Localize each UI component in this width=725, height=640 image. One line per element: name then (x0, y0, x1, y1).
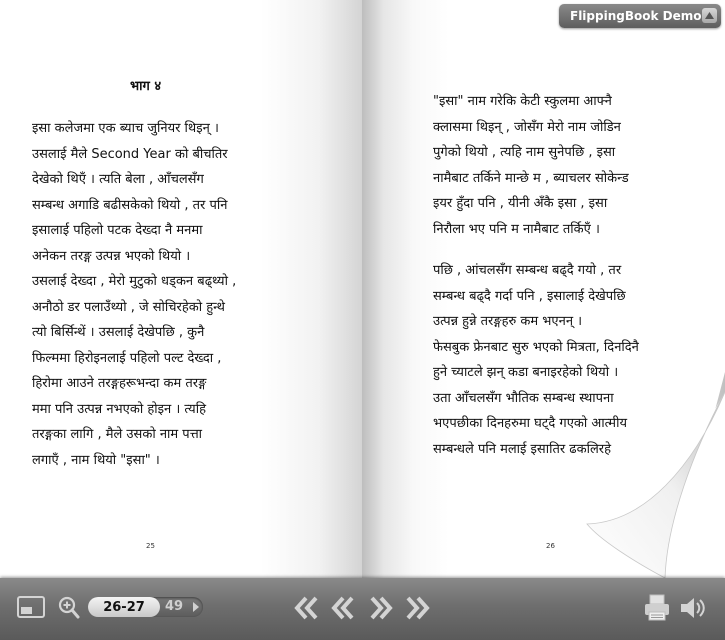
sound-button[interactable] (679, 593, 709, 623)
chapter-heading: भाग ४ (130, 79, 162, 94)
text-line: अनौठो डर पलाउँथ्यो , जे सोचिरहेको हुन्थे (32, 299, 225, 315)
text-line: इसालाई पहिलो पटक देख्दा नै मनमा (32, 223, 203, 238)
thumbnails-icon (16, 595, 46, 621)
text-line: हिरोमा आउने तरङ्गहरूभन्दा कम तरङ्ग (32, 376, 207, 391)
total-pages: 49 (165, 599, 184, 614)
right-page-number: 26 (546, 542, 555, 550)
demo-badge[interactable] (559, 4, 721, 28)
zoom-in-icon (57, 595, 81, 621)
text-line: देखेको थिएँ । त्यति बेला , आँचलसँग (32, 172, 204, 187)
text-line: हुने च्याटले झन् कडा बनाइरहेको थियो । (433, 365, 619, 380)
page-curl-corner[interactable] (575, 372, 725, 582)
text-line: "इसा" नाम गरेकि केटी स्कुलमा आफ्नै (433, 94, 612, 109)
right-page-paragraph-1 (433, 89, 629, 242)
collapse-arrow-icon[interactable] (702, 8, 717, 23)
text-line: सम्बन्ध बढ्दै गर्दा पनि , इसालाई देखेपछि (433, 288, 626, 304)
text-line: फेसबुक फ्रेनबाट सुरु भएको मित्रता, दिनदिनै (433, 339, 639, 355)
text-line: उसलाई देख्दा , मेरो मुटुको धड्कन बढ्थ्यो , (32, 274, 237, 289)
last-page-icon (403, 596, 433, 620)
previous-page-icon (330, 596, 356, 620)
sound-icon (679, 595, 709, 621)
zoom-button[interactable] (56, 594, 82, 622)
page-indicator (88, 597, 203, 617)
next-page-icon (368, 596, 394, 620)
text-line: उत्पन्न हुन्ने तरङ्गहरु कम भएनन् । (433, 314, 583, 329)
text-line: पछि , आंचलसँग सम्बन्ध बढ्दै गयो , तर (433, 263, 622, 278)
previous-page-button[interactable] (330, 594, 356, 622)
text-line: लगाएँ , नाम थियो "इसा" । (32, 452, 160, 468)
text-line: तरङ्गका लागि , मैले उसको नाम पत्ता (32, 427, 203, 442)
left-page-number: 25 (146, 542, 155, 550)
last-page-button[interactable] (402, 594, 434, 622)
print-icon (644, 594, 670, 622)
text-line: इयर हुँदा पनि , यीनी अँकै इसा , इसा (433, 196, 608, 211)
text-line: अनेकन तरङ्ग उत्पन्न भएको थियो । (32, 248, 191, 264)
text-line: ममा पनि उत्पन्न नभएको होइन । त्यहि (32, 401, 206, 417)
text-line: इसा कलेजमा एक ब्याच जुनियर थिइन् । (32, 121, 219, 136)
bottom-toolbar (0, 578, 725, 640)
text-line: त्यो बिर्सिन्थें । उसलाई देखेपछि , कुनै (32, 325, 205, 340)
text-line: सम्बन्ध अगाडि बढीसकेको थियो , तर पनि (32, 197, 228, 213)
text-line: उता आँचलसँग भौतिक सम्बन्ध स्थापना (433, 390, 614, 406)
text-line: क्लासमा थिइन् , जोसँग मेरो नाम जोडिन (433, 119, 621, 135)
go-arrow-icon[interactable] (193, 602, 199, 612)
text-line: निरौला भए पनि म नामैबाट तर्किएँ । (433, 221, 600, 237)
current-page-input[interactable]: 26-27 (88, 597, 160, 617)
text-line: उसलाई मैले Second Year को बीचतिर (32, 146, 228, 162)
thumbnails-button[interactable] (15, 594, 47, 622)
next-page-button[interactable] (368, 594, 394, 622)
text-line: भएपछीका दिनहरुमा घट्दै गएको आत्मीय (433, 416, 627, 431)
left-page (0, 0, 362, 578)
text-line: नामैबाट तर्किने मान्छे म , ब्याचलर सोकेन्ड (433, 170, 629, 186)
text-line: सम्बन्धले पनि मलाई इसातिर ढकलिरहे (433, 441, 612, 457)
demo-badge-label: FlippingBook Demo (570, 9, 702, 23)
text-line: फिल्ममा हिरोइनलाई पहिलो पल्ट देख्दा , (32, 350, 222, 366)
text-line: पुगेको थियो , त्यहि नाम सुनेपछि , इसा (433, 145, 616, 160)
print-button[interactable] (643, 593, 671, 623)
first-page-icon (291, 596, 321, 620)
left-page-text (32, 116, 236, 473)
first-page-button[interactable] (290, 594, 322, 622)
